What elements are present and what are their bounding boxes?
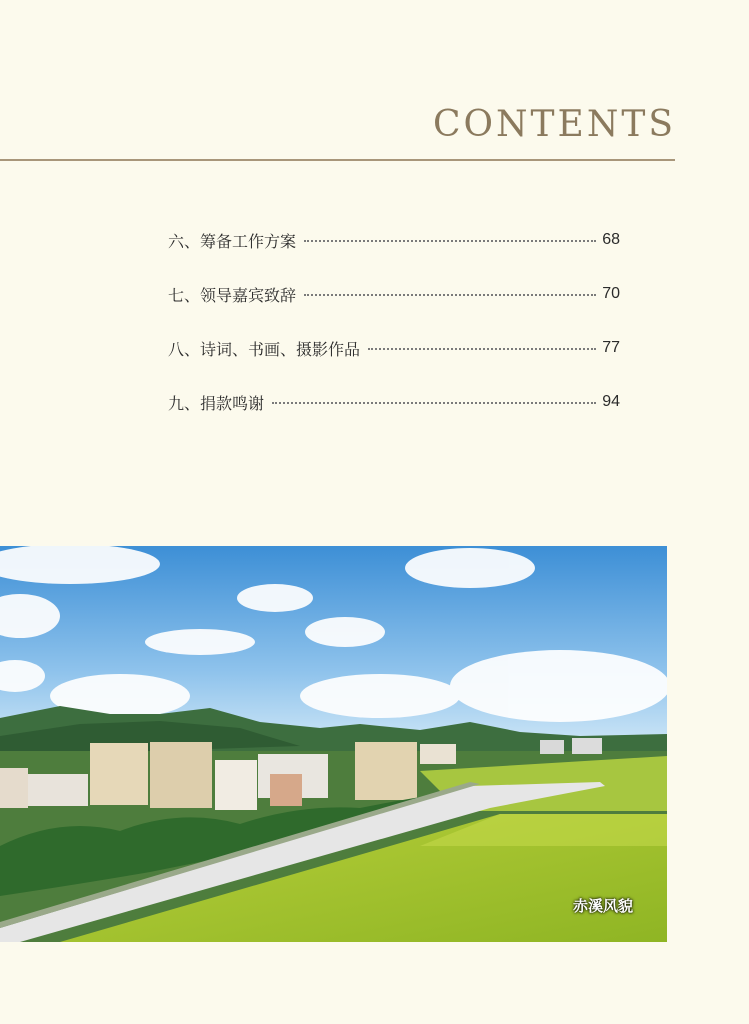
toc-entry[interactable] xyxy=(168,226,620,254)
toc-entry[interactable] xyxy=(168,334,620,362)
toc-entry-label: 九、捐款鸣谢 xyxy=(168,393,265,413)
toc-leader-dots xyxy=(304,294,596,296)
header-divider xyxy=(0,159,675,161)
toc-entry-label: 六、筹备工作方案 xyxy=(168,231,297,251)
toc-entry-page: 77 xyxy=(602,339,620,356)
landscape-illustration xyxy=(0,546,667,942)
page-title: CONTENTS xyxy=(432,104,676,145)
table-of-contents xyxy=(168,226,620,442)
landscape-photo xyxy=(0,546,667,942)
toc-entry-page: 68 xyxy=(602,231,620,248)
toc-entry[interactable] xyxy=(168,388,620,416)
toc-entry-page: 94 xyxy=(602,393,620,410)
toc-leader-dots xyxy=(272,402,596,404)
toc-leader-dots xyxy=(304,240,596,242)
toc-entry-page: 70 xyxy=(602,285,620,302)
toc-entry-label: 八、诗词、书画、摄影作品 xyxy=(168,339,361,359)
toc-leader-dots xyxy=(368,348,596,350)
toc-entry-label: 七、领导嘉宾致辞 xyxy=(168,285,297,305)
toc-entry[interactable] xyxy=(168,280,620,308)
photo-caption: 赤溪风貌 xyxy=(572,897,633,915)
